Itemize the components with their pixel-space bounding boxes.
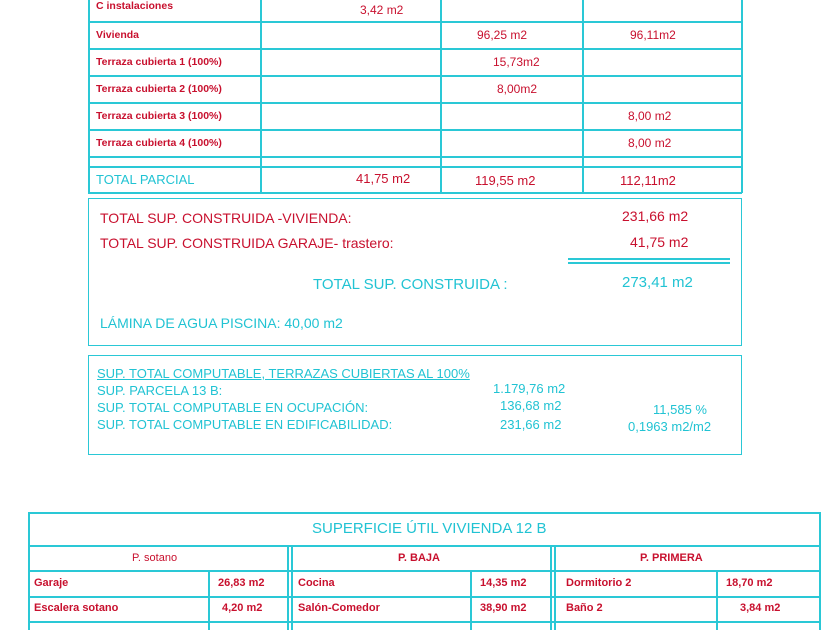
ocupacion-label: SUP. TOTAL COMPUTABLE EN OCUPACIÓN: <box>97 400 369 415</box>
header-p-baja: P. BAJA <box>398 552 440 564</box>
room-cocina: Cocina <box>298 577 335 589</box>
parcela-label: SUP. PARCELA 13 B: <box>97 383 223 398</box>
room-dormitorio-2-value: 18,70 m2 <box>726 577 773 589</box>
room-escalera-sotano: Escalera sotano <box>34 602 119 614</box>
ocupacion-percent: 11,585 % <box>653 402 707 417</box>
room-escalera-sotano-value: 4,20 m2 <box>222 602 263 614</box>
total-construida-garaje-value: 41,75 m2 <box>630 234 689 250</box>
terraza-3-value: 8,00 m2 <box>628 109 672 123</box>
edificabilidad-value: 231,66 m2 <box>500 417 562 432</box>
useful-area-title: SUPERFICIE ÚTIL VIVIENDA 12 B <box>312 520 547 537</box>
row-label-instalaciones: C instalaciones <box>96 0 174 12</box>
row-label-vivienda: Vivienda <box>96 29 139 41</box>
edificabilidad-label: SUP. TOTAL COMPUTABLE EN EDIFICABILIDAD: <box>97 417 393 432</box>
instalaciones-value: 3,42 m2 <box>360 3 404 17</box>
total-construida-label: TOTAL SUP. CONSTRUIDA : <box>313 276 508 293</box>
total-parcial-label: TOTAL PARCIAL <box>96 172 195 187</box>
row-label-terraza-1: Terraza cubierta 1 (100%) <box>96 56 222 68</box>
parcela-value: 1.179,76 m2 <box>493 381 566 396</box>
room-dormitorio-2: Dormitorio 2 <box>566 577 632 589</box>
row-label-terraza-4: Terraza cubierta 4 (100%) <box>96 137 222 149</box>
room-garaje-value: 26,83 m2 <box>218 577 265 589</box>
computable-heading: SUP. TOTAL COMPUTABLE, TERRAZAS CUBIERTAS AL 100% <box>97 366 470 381</box>
total-construida-value: 273,41 m2 <box>622 274 693 291</box>
piscina-label: LÁMINA DE AGUA PISCINA: 40,00 m2 <box>100 315 343 331</box>
terraza-1-value: 15,73m2 <box>493 55 540 69</box>
total-construida-vivienda-label: TOTAL SUP. CONSTRUIDA -VIVIENDA: <box>100 210 352 226</box>
header-p-primera: P. PRIMERA <box>640 552 703 564</box>
header-p-sotano: P. sotano <box>132 552 178 564</box>
terraza-4-value: 8,00 m2 <box>628 136 672 150</box>
room-salon-comedor: Salón-Comedor <box>298 602 380 614</box>
sum-divider <box>568 258 730 260</box>
vivienda-baja-value: 96,25 m2 <box>477 28 528 42</box>
edificabilidad-ratio: 0,1963 m2/m2 <box>628 419 712 434</box>
row-label-terraza-3: Terraza cubierta 3 (100%) <box>96 110 222 122</box>
total-parcial-primera: 112,11m2 <box>620 173 676 188</box>
room-bano-2: Baño 2 <box>566 602 603 614</box>
room-garaje: Garaje <box>34 577 69 589</box>
total-construida-garaje-label: TOTAL SUP. CONSTRUIDA GARAJE- trastero: <box>100 235 394 251</box>
total-construida-vivienda-value: 231,66 m2 <box>622 208 689 224</box>
vivienda-primera-value: 96,11m2 <box>630 28 676 42</box>
row-label-terraza-2: Terraza cubierta 2 (100%) <box>96 83 222 95</box>
room-cocina-value: 14,35 m2 <box>480 577 527 589</box>
total-parcial-baja: 119,55 m2 <box>475 173 536 188</box>
total-parcial-sotano: 41,75 m2 <box>356 171 411 186</box>
room-bano-2-value: 3,84 m2 <box>740 602 781 614</box>
terraza-2-value: 8,00m2 <box>497 82 538 96</box>
room-salon-comedor-value: 38,90 m2 <box>480 602 527 614</box>
sum-divider-double <box>568 262 730 264</box>
ocupacion-value: 136,68 m2 <box>500 398 562 413</box>
